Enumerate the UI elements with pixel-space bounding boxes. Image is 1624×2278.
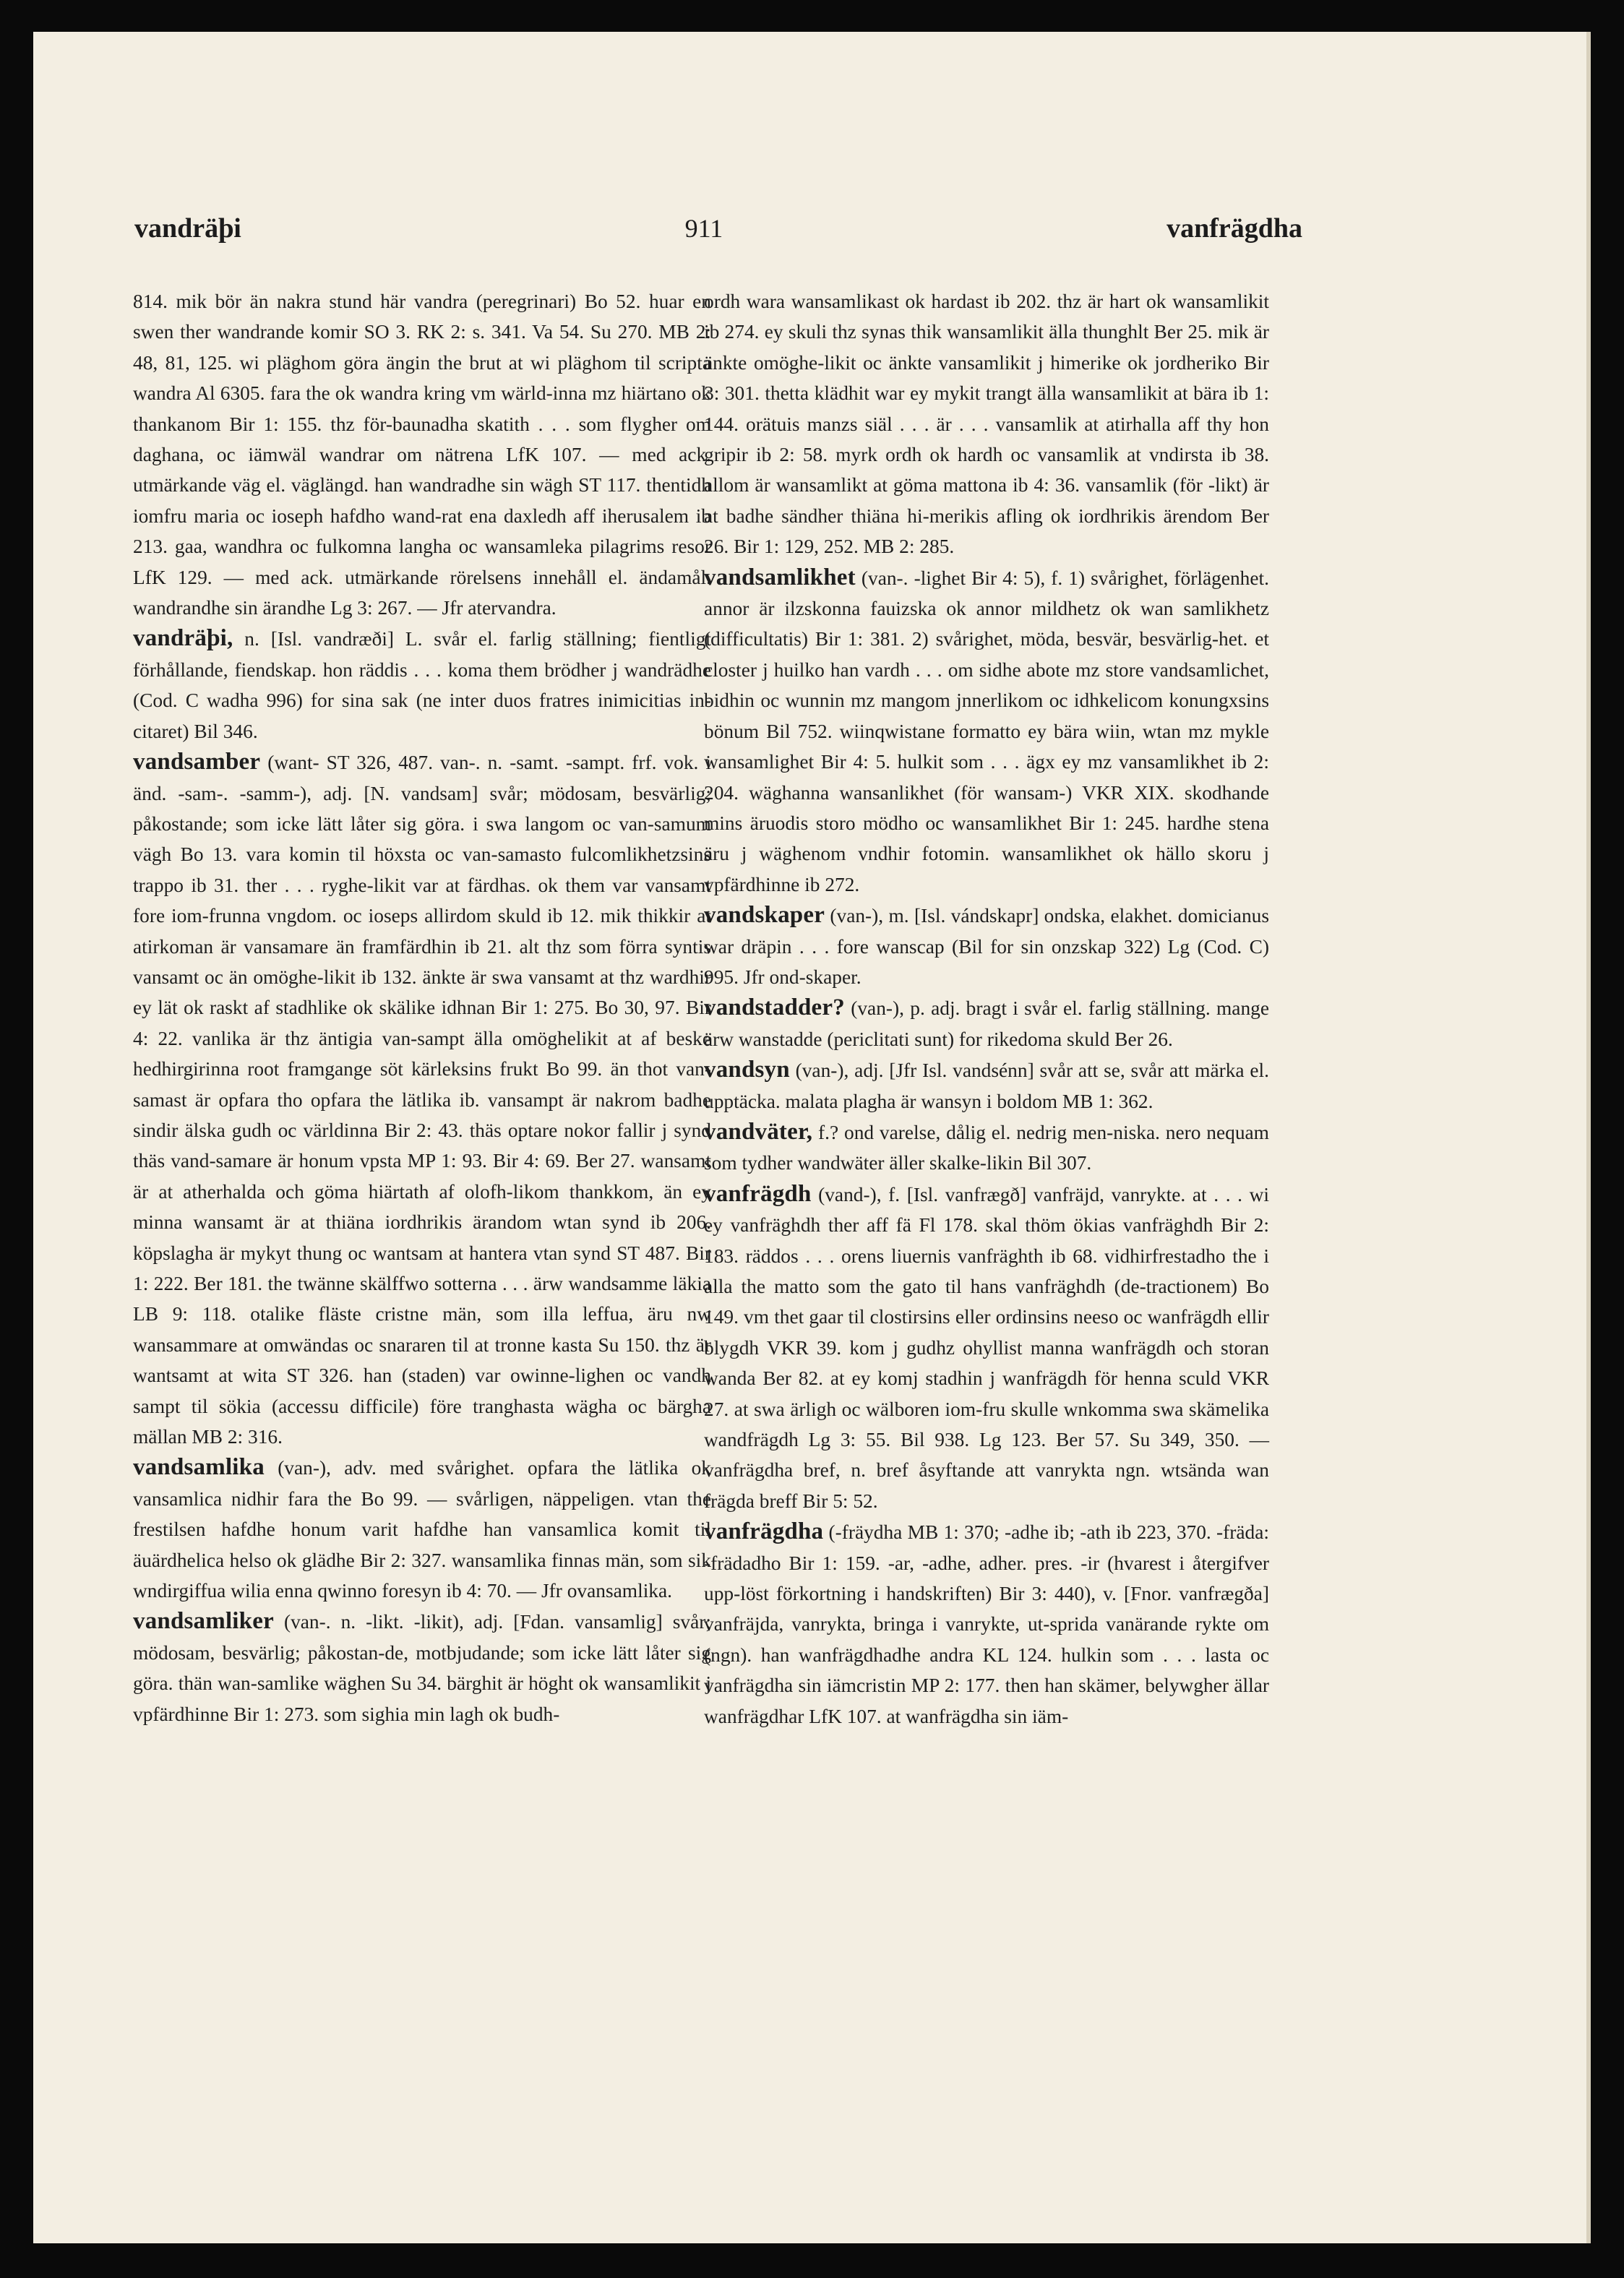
dictionary-entry bbox=[133, 1452, 711, 1606]
dictionary-entry bbox=[704, 992, 1269, 1054]
headword: vandsamlika bbox=[133, 1454, 265, 1481]
header-right-word: vanfrägdha bbox=[1167, 213, 1302, 244]
entry-body: (want- ST 326, 487. van-. n. -samt. -sampt. frf. vok. i änd. -sam-. -samm-), adj. [N. vandsam] svår; mödosam, besvärlig; påkostande; som icke lätt låter sig göra. i swa langom oc van-samum vägh Bo 13. vara komin til höxsta oc van-samasto fulcomlikhetzsins trappo ib 31. ther . . . ryghe-likit var at färdhas. ok them var vansamt fore iom-frunna vngdom. oc ioseps allirdom skuld ib 12. mik thikkir at atirkoman är vansamare än framfärdhin ib 21. alt thz som förra syntis vansamt oc än omöghe-likit ib 132. änkte är swa vansamt at thz wardhir ey lät ok raskt af stadhlike ok skälike idhnan Bir 1: 275. Bo 30, 97. Bir 4: 22. vanlika är thz äntigia van-sampt älla omöghelikit at af beske hedhirgirinna root framgange söt kärleksins frukt Bo 99. än thot van-samast är opfara tho opfara the lätlika ib. vansampt är nakrom badhe sindir älska gudh oc världinna Bir 2: 43. thäs optare nokor fallir j synd thäs vand-samare är honum vpsta MP 1: 93. Bir 4: 69. Ber 27. wansamt är at atherhalda och göma hiärtath af olofh-likom thankkom, än ey minna wansamt är at thiäna iordhrikis ärandom wtan synd ib 206. köpslagha är mykyt thung oc wantsam at hantera vtan synd ST 487. Bir 1: 222. Ber 181. the twänne skälffwo sotterna . . . ärw wandsamme läkia LB 9: 118. otalike fläste cristne män, som illa leffua, äru nw wansammare at omwändas oc snararen til at tronne kasta Su 150. thz är wantsamt at wita ST 326. han (staden) var owinne-lighen oc vandh sampt til sökia (accessu difficile) före tranghasta wägha oc bärgha mällan MB 2: 316. bbox=[133, 752, 711, 1448]
headword: vanfrägdha bbox=[704, 1518, 824, 1545]
dictionary-page bbox=[33, 32, 1591, 2243]
dictionary-entry bbox=[704, 1179, 1269, 1516]
dictionary-entry bbox=[704, 1054, 1269, 1117]
entry-body: (-fräydha MB 1: 370; -adhe ib; -ath ib 223, 370. -fräda: -frädadho Bir 1: 159. -ar, -adhe, adher. pres. -ir (hvarest i återgifver upp-löst förkortning i handskriften) Bir 3: 440), v. [Fnor. vanfrægða] vanfräjda, vanrykta, bringa i vanrykte, ut-sprida vanärande rykte om (ngn). han wanfrägdhadhe andra KL 124. hulkin som . . . lasta oc vanfrägdha sin iämcristin MP 2: 177. then han skämer, belywgher ällar wanfrägdhar LfK 107. at wanfrägdha sin iäm- bbox=[704, 1521, 1269, 1727]
headword: vandväter, bbox=[704, 1118, 813, 1145]
dictionary-entry bbox=[704, 562, 1269, 900]
entry-body: (van-. n. -likt. -likit), adj. [Fdan. vansamlig] svår; mödosam, besvärlig; påkostan-de, motbjudande; som icke lätt låter sig göra. thän wan-samlike wäghen Su 34. bärghit är höght ok wansamlikit j vpfärdhinne Bir 1: 273. som sighia min lagh ok budh- bbox=[133, 1611, 711, 1725]
headword: vandstadder? bbox=[704, 994, 845, 1021]
entry-body: (van-. -lighet Bir 4: 5), f. 1) svårighet, förlägenhet. annor är ilzskonna fauizska ok annor mildhetz ok wan samlikhetz (difficultatis) Bir 1: 381. 2) svårighet, möda, besvär, besvärlig-het. et closter j huilko han vardh . . . om sidhe abote mz store vandsamlichet, bidhin oc wunnin mz mangom jnnerlikom oc idhkelicom konungxsins bönum Bil 752. wiinqwistane formatto ey bära wiin, wtan mz mykle wansamlighet Bir 4: 5. hulkit som . . . ägx ey mz vansamlikhet ib 2: 204. wäghanna wansanlikhet (för wansam-) VKR XIX. skodhande mins äruodis storo mödho oc wansamlikhet Bir 1: 245. hardhe stena äru j wäghenom vndhir fotomin. wansamlikhet ok hällo skoru j vpfärdhinne ib 272. bbox=[704, 567, 1269, 895]
dictionary-entry bbox=[133, 747, 711, 1452]
dictionary-entry bbox=[704, 1117, 1269, 1179]
dictionary-entry bbox=[704, 1516, 1269, 1732]
dictionary-entry bbox=[704, 900, 1269, 992]
headword: vandsamlikhet bbox=[704, 564, 856, 590]
running-header bbox=[134, 212, 1302, 256]
left-column bbox=[133, 286, 711, 1729]
header-left-word: vandräþi bbox=[134, 213, 241, 244]
headword: vandsyn bbox=[704, 1057, 790, 1083]
entry-body: (van-), p. adj. bragt i svår el. farlig ställning. mange ärw wanstadde (periclitati sunt) for rikedoma skuld Ber 26. bbox=[704, 997, 1269, 1050]
entry-body: n. [Isl. vandræði] L. svår el. farlig ställning; fientligt förhållande, fiendskap. hon räddis . . . koma them brödher j wandrädhe (Cod. C wadha 996) for sina sak (ne inter duos fratres inimicitias in-citaret) Bil 346. bbox=[133, 628, 711, 742]
entry-body: (van-), adv. med svårighet. opfara the lätlika ok vansamlica nidhir fara the Bo 99. — svårligen, näppeligen. vtan the frestilsen hafdhe honum varit hafdhe han vansamlica komit til äuärdhelica helso ok glädhe Bir 2: 327. wansamlika finnas män, som sik wndirgiffua wilia enna qwinno foresyn ib 4: 70. — Jfr ovansamlika. bbox=[133, 1457, 711, 1602]
page-edge bbox=[1586, 32, 1591, 2243]
entry-continuation: ordh wara wansamlikast ok hardast ib 202. thz är hart ok wansamlikit ib 274. ey skuli thz synas thik wansamlikit älla thunghlt Ber 25. mik är änkte omöghe-likit oc änkte vansamlikit j himerike ok jordheriko Bir 3: 301. thetta klädhit war ey mykit trangt älla wansamlikit at bära ib 1: 144. orätuis manzs siäl . . . är . . . vansamlik at atirhalla aff thy hon gripir ib 2: 58. myrk ordh ok hardh oc vansamlik at vndirsta ib 38. allom är wansamlikt at göma mattona ib 4: 36. vansamlik (för -likt) är at badhe sändher thiäna hi-merikis afling ok iordhrikis ärendom Ber 26. Bir 1: 129, 252. MB 2: 285. bbox=[704, 291, 1269, 558]
entry-continuation: 814. mik bör än nakra stund här vandra (peregrinari) Bo 52. huar en swen ther wandrande komir SO 3. RK 2: s. 341. Va 54. Su 270. MB 2: 48, 81, 125. wi pläghom göra ängin the brut at wi pläghom til scripta wandra Al 6305. fara the ok wandra kring vm wärld-inna mz hiärtano ok thankanom Bir 1: 155. thz för-baunadha skatith . . . som flygher om daghana, oc iämwäl wandrar om nätrena LfK 107. — med ack. utmärkande väg el. väglängd. han wandradhe sin wägh ST 117. thentidh iomfru maria oc ioseph hafdho wand-rat ena daxledh aff iherusalem ib 213. gaa, wandhra oc fulkomna langha oc wansamleka pilagrims resor LfK 129. — med ack. utmärkande rörelsens innehåll el. ändamål. wandrandhe sin ärandhe Lg 3: 267. — Jfr atervandra. bbox=[133, 291, 711, 619]
dictionary-entry bbox=[133, 623, 711, 747]
dictionary-entry bbox=[133, 1606, 711, 1729]
headword: vanfrägdh bbox=[704, 1180, 812, 1207]
entry-body: (vand-), f. [Isl. vanfrægð] vanfräjd, vanrykte. at . . . wi ey vanfräghdh ther aff fä Fl 178. skal thöm ökias vanfräghdh Bir 2: 183. räddos . . . orens liuernis vanfräghth ib 68. vidhirfrestadho the i alla the matto som the gato til hans vanfräghdh (de-tractionem) Bo 149. vm thet gaar til clostirsins eller ordinsins neeso oc wanfrägdh ellir blygdh VKR 39. kom j gudhz ohyllist manna wanfrägdh och storan wanda Ber 82. at ey komj stadhin j wanfrägdh för henna sculd VKR 27. at swa ärligh oc wälboren iom-fru skulle wnkomma swa skämelika wandfrägdh Lg 3: 55. Bil 938. Lg 123. Ber 57. Su 349, 350. — vanfrägdha bref, n. bref åsyftande att vanrykta ngn. wtsända wan frägda breff Bir 5: 52. bbox=[704, 1183, 1269, 1512]
entry-body: f.? ond varelse, dålig el. nedrig men-niska. nero nequam som tydher wandwäter äller skalke-likin Bil 307. bbox=[704, 1121, 1269, 1174]
entry-body: (van-), adj. [Jfr Isl. vandsénn] svår att se, svår att märka el. upptäcka. malata plagha är wansyn i boldom MB 1: 362. bbox=[704, 1060, 1269, 1112]
headword: vandräþi, bbox=[133, 625, 233, 652]
page-number: 911 bbox=[684, 214, 723, 243]
headword: vandsamber bbox=[133, 749, 261, 775]
right-column bbox=[704, 286, 1269, 1732]
headword: vandsamliker bbox=[133, 1608, 274, 1635]
entry-body: (van-), m. [Isl. vándskapr] ondska, elakhet. domicianus war dräpin . . . fore wanscap (Bil for sin onzskap 322) Lg (Cod. C) 995. Jfr ond-skaper. bbox=[704, 905, 1269, 988]
headword: vandskaper bbox=[704, 902, 825, 929]
